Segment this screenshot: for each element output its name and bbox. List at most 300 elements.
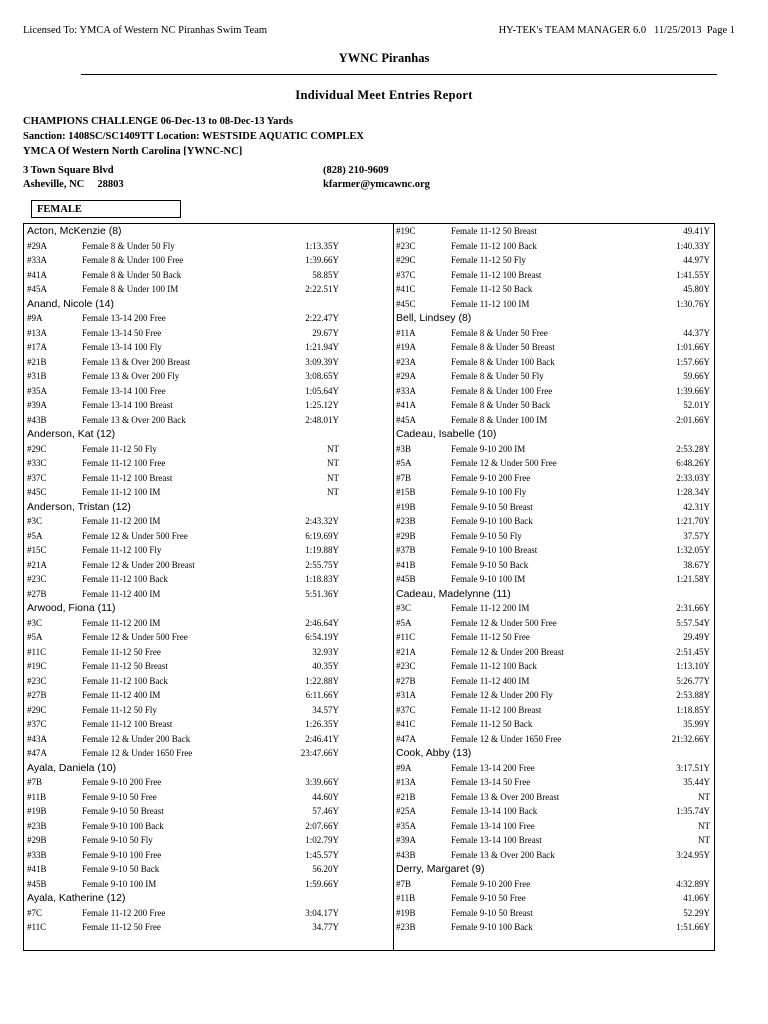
event-row: [396, 790, 710, 805]
seed-time: 1:32.05Y: [676, 545, 710, 555]
event-description: Female 12 & Under 500 Free: [82, 632, 188, 642]
event-number: #41A: [396, 400, 416, 410]
seed-time: 1:01.66Y: [676, 342, 710, 352]
event-row: [396, 253, 710, 268]
event-description: Female 11-12 100 Free: [82, 458, 166, 468]
seed-time: 3:04.17Y: [305, 907, 339, 918]
event-number: #15B: [396, 487, 416, 497]
event-number: #5A: [396, 458, 412, 468]
event-description: Female 11-12 50 Free: [82, 922, 161, 932]
event-row: [396, 848, 710, 863]
swimmer-name: Anderson, Tristan (12): [27, 500, 131, 513]
event-number: #33B: [27, 849, 47, 860]
address-line-1: 3 Town Square Blvd: [23, 165, 114, 176]
address-line-2: Asheville, NC 28803: [23, 179, 124, 190]
event-description: Female 12 & Under 200 Fly: [451, 690, 553, 700]
event-description: Female 11-12 200 Free: [82, 907, 166, 918]
event-description: Female 9-10 200 Free: [451, 472, 531, 483]
meet-line-2: Sanction: 1408SC/SC1409TT Location: WESTSIDE AQUATIC COMPLEX: [23, 131, 365, 142]
event-number: #23C: [27, 574, 47, 584]
swimmer-name: Bell, Lindsey (8): [396, 312, 472, 324]
event-number: #33A: [27, 255, 47, 265]
event-description: Female 8 & Under 50 Fly: [451, 371, 544, 381]
event-number: #9A: [27, 313, 43, 323]
event-description: Female 8 & Under 50 Fly: [82, 240, 175, 251]
seed-time: 44.37Y: [683, 327, 710, 338]
event-row: [27, 630, 339, 645]
event-row: [27, 587, 339, 602]
event-number: #45A: [27, 284, 47, 294]
event-description: Female 9-10 200 IM: [451, 443, 526, 454]
event-description: Female 12 & Under 1650 Free: [82, 748, 193, 758]
seed-time: 4:32.89Y: [676, 878, 710, 889]
seed-time: 57.46Y: [312, 806, 339, 816]
event-number: #3C: [396, 603, 412, 613]
seed-time: 40.35Y: [312, 661, 339, 671]
column-divider: [393, 224, 394, 950]
seed-time: 1:35.74Y: [676, 806, 710, 816]
event-row: [27, 369, 339, 384]
event-number: #41C: [396, 284, 416, 294]
event-number: #11A: [396, 327, 416, 338]
seed-time: 3:39.66Y: [305, 777, 339, 787]
event-number: #11B: [27, 791, 47, 802]
event-description: Female 13 & Over 200 Fly: [82, 371, 180, 381]
event-number: #43B: [27, 414, 47, 425]
event-number: #29C: [27, 704, 47, 715]
event-row: [396, 717, 710, 732]
seed-time: 2:55.75Y: [305, 559, 339, 570]
event-number: #19B: [396, 907, 416, 918]
seed-time: 1:21.70Y: [676, 516, 710, 526]
event-description: Female 8 & Under 100 Back: [451, 356, 555, 367]
event-number: #31B: [27, 371, 47, 381]
seed-time: 2:31.66Y: [676, 603, 710, 613]
event-number: #45A: [396, 414, 416, 425]
event-row: [27, 529, 339, 544]
event-description: Female 9-10 100 Breast: [451, 545, 538, 555]
event-row: [27, 819, 339, 834]
seed-time: NT: [327, 443, 339, 454]
event-row: [396, 398, 710, 413]
event-row: [396, 268, 710, 283]
event-row: [27, 616, 339, 631]
event-row: [27, 674, 339, 689]
swimmer-name: Ayala, Katherine (12): [27, 892, 126, 904]
seed-time: 1:51.66Y: [676, 922, 710, 932]
event-description: Female 13-14 100 Free: [82, 385, 166, 396]
event-description: Female 13 & Over 200 Breast: [451, 791, 560, 802]
event-number: #23B: [27, 820, 47, 831]
event-row: [396, 543, 710, 558]
seed-time: 2:46.64Y: [305, 617, 339, 628]
event-row: [396, 413, 710, 428]
event-number: #37C: [396, 704, 416, 715]
event-row: [27, 282, 339, 297]
seed-time: 1:18.85Y: [676, 704, 710, 715]
seed-time: 29.49Y: [683, 632, 710, 642]
event-description: Female 9-10 100 IM: [82, 878, 157, 889]
event-row: [27, 732, 339, 747]
event-row: [27, 746, 339, 761]
event-number: #43A: [27, 733, 47, 744]
event-row: [27, 659, 339, 674]
event-number: #29B: [396, 530, 416, 541]
swimmer-name: Cadeau, Isabelle (10): [396, 428, 497, 440]
event-row: [27, 688, 339, 703]
header-rule: [81, 74, 717, 75]
seed-time: 1:13.35Y: [305, 240, 339, 251]
event-number: #33C: [27, 458, 47, 468]
event-row: [396, 471, 710, 486]
event-row: [396, 906, 710, 921]
seed-time: 44.97Y: [683, 255, 710, 265]
gender-section-box: [31, 200, 181, 218]
event-row: [396, 485, 710, 500]
event-row: [27, 340, 339, 355]
seed-time: 1:26.35Y: [305, 719, 339, 729]
seed-time: 45.80Y: [683, 284, 710, 294]
event-description: Female 11-12 200 IM: [82, 516, 161, 526]
seed-time: 59.66Y: [683, 371, 710, 381]
event-number: #7C: [27, 907, 43, 918]
event-number: #45C: [27, 487, 47, 497]
seed-time: 6:54.19Y: [305, 632, 339, 642]
event-description: Female 11-12 100 Breast: [451, 704, 542, 715]
event-number: #23C: [396, 661, 416, 671]
event-number: #5A: [27, 530, 43, 541]
event-description: Female 13 & Over 200 Breast: [82, 356, 191, 367]
event-description: Female 11-12 50 Back: [451, 719, 533, 729]
event-number: #27B: [27, 690, 47, 700]
event-row: [396, 326, 710, 341]
event-number: #5A: [27, 632, 43, 642]
seed-time: 37.57Y: [683, 530, 710, 541]
event-description: Female 11-12 100 Back: [82, 574, 168, 584]
seed-time: 5:26.77Y: [676, 675, 710, 686]
event-number: #23C: [27, 675, 47, 686]
seed-time: 1:30.76Y: [676, 298, 710, 309]
event-row: [27, 442, 339, 457]
team-name: YWNC Piranhas: [338, 51, 430, 65]
seed-time: 5:51.36Y: [305, 588, 339, 599]
event-row: [396, 500, 710, 515]
seed-time: 1:40.33Y: [676, 240, 710, 251]
event-number: #29A: [27, 240, 47, 251]
seed-time: 2:48.01Y: [305, 414, 339, 425]
event-description: Female 8 & Under 100 IM: [82, 284, 179, 294]
event-number: #29A: [396, 371, 416, 381]
seed-time: 1:22.88Y: [305, 675, 339, 686]
event-description: Female 12 & Under 200 Breast: [82, 559, 195, 570]
event-description: Female 9-10 50 Fly: [82, 835, 153, 845]
seed-time: 6:19.69Y: [305, 530, 339, 541]
event-description: Female 11-12 50 Fly: [82, 704, 157, 715]
event-description: Female 11-12 50 Free: [82, 646, 161, 657]
event-row: [27, 833, 339, 848]
event-number: #43B: [396, 849, 416, 860]
event-row: [27, 355, 339, 370]
event-number: #3C: [27, 516, 43, 526]
event-row: [396, 833, 710, 848]
seed-time: NT: [698, 791, 710, 802]
event-description: Female 11-12 50 Back: [451, 284, 533, 294]
event-row: [27, 906, 339, 921]
event-description: Female 13-14 200 Free: [82, 313, 166, 323]
seed-time: 52.01Y: [683, 400, 710, 410]
seed-time: 2:22.51Y: [305, 284, 339, 294]
event-number: #45B: [27, 878, 47, 889]
event-description: Female 8 & Under 100 IM: [451, 414, 548, 425]
event-row: [396, 369, 710, 384]
seed-time: 29.67Y: [312, 327, 339, 338]
event-row: [396, 384, 710, 399]
event-number: #27B: [27, 588, 47, 599]
event-number: #29C: [27, 443, 47, 454]
event-number: #13A: [396, 777, 416, 787]
swimmer-name: Cadeau, Madelynne (11): [396, 587, 511, 600]
swimmer-name: Anderson, Kat (12): [27, 428, 116, 440]
event-description: Female 11-12 100 Back: [451, 661, 537, 671]
event-number: #29B: [27, 835, 47, 845]
seed-time: 21:32.66Y: [671, 733, 710, 744]
event-description: Female 12 & Under 500 Free: [451, 617, 557, 628]
event-row: [396, 819, 710, 834]
event-row: [27, 848, 339, 863]
meet-line-3: YMCA Of Western North Carolina [YWNC-NC]: [23, 146, 243, 157]
event-row: [27, 384, 339, 399]
event-number: #35A: [27, 385, 47, 396]
seed-time: 1:05.64Y: [305, 385, 339, 396]
seed-time: 1:39.66Y: [676, 385, 710, 396]
software-name: HY-TEK's TEAM MANAGER 6.0: [498, 25, 647, 36]
event-number: #27B: [396, 675, 416, 686]
event-row: [27, 920, 339, 935]
seed-time: NT: [698, 820, 710, 831]
seed-time: 1:19.88Y: [305, 545, 339, 555]
event-row: [27, 572, 339, 587]
event-description: Female 11-12 100 IM: [82, 487, 161, 497]
event-number: #9A: [396, 762, 412, 773]
event-number: #19B: [396, 501, 416, 512]
event-description: Female 12 & Under 200 Back: [82, 733, 191, 744]
event-row: [27, 645, 339, 660]
event-row: [27, 543, 339, 558]
event-row: [396, 732, 710, 747]
event-row: [396, 282, 710, 297]
seed-time: 1:21.94Y: [305, 342, 339, 352]
event-row: [27, 775, 339, 790]
seed-time: 1:02.79Y: [305, 835, 339, 845]
event-description: Female 11-12 50 Fly: [451, 255, 526, 265]
event-row: [27, 413, 339, 428]
event-number: #19B: [27, 806, 47, 816]
event-number: #23B: [396, 516, 416, 526]
event-description: Female 9-10 50 Free: [82, 791, 157, 802]
event-row: [27, 703, 339, 718]
event-row: [27, 311, 339, 326]
seed-time: 2:53.88Y: [676, 690, 710, 700]
event-number: #33A: [396, 385, 416, 396]
seed-time: 2:51.45Y: [676, 646, 710, 657]
event-description: Female 11-12 100 Breast: [82, 472, 173, 483]
event-description: Female 13-14 100 Back: [451, 806, 538, 816]
event-number: #19C: [27, 661, 47, 671]
event-row: [27, 398, 339, 413]
event-number: #7B: [396, 472, 412, 483]
event-description: Female 11-12 100 Back: [451, 240, 537, 251]
event-description: Female 11-12 50 Free: [451, 632, 530, 642]
event-number: #39A: [27, 400, 47, 410]
event-number: #7B: [396, 878, 412, 889]
seed-time: 41.06Y: [683, 893, 710, 903]
seed-time: 3:24.95Y: [676, 849, 710, 860]
event-description: Female 13 & Over 200 Back: [82, 414, 186, 425]
event-row: [396, 645, 710, 660]
event-row: [27, 326, 339, 341]
swimmer-name: Ayala, Daniela (10): [27, 761, 117, 774]
event-description: Female 11-12 100 Back: [82, 675, 168, 686]
event-description: Female 9-10 50 Fly: [451, 530, 522, 541]
event-number: #37C: [396, 269, 416, 280]
seed-time: NT: [698, 835, 710, 845]
seed-time: 1:28.34Y: [676, 487, 710, 497]
event-row: [396, 340, 710, 355]
event-number: #45C: [396, 298, 416, 309]
event-description: Female 8 & Under 50 Back: [451, 400, 551, 410]
seed-time: 35.99Y: [683, 719, 710, 729]
event-number: #41B: [27, 864, 47, 874]
event-number: #21A: [27, 559, 47, 570]
event-row: [396, 688, 710, 703]
event-number: #35A: [396, 820, 416, 831]
swimmer-name: Derry, Margaret (9): [396, 863, 485, 875]
event-number: #11C: [27, 922, 47, 932]
event-row: [396, 804, 710, 819]
seed-time: 23:47.66Y: [300, 748, 339, 758]
seed-time: 2:22.47Y: [305, 313, 339, 323]
event-number: #47A: [396, 733, 416, 744]
event-description: Female 9-10 200 Free: [451, 878, 531, 889]
seed-time: 2:46.41Y: [305, 733, 339, 744]
event-description: Female 8 & Under 100 Free: [451, 385, 553, 396]
event-description: Female 8 & Under 50 Back: [82, 269, 182, 280]
seed-time: 56.20Y: [312, 864, 339, 874]
event-number: #11B: [396, 893, 416, 903]
event-row: [396, 877, 710, 892]
event-description: Female 12 & Under 200 Breast: [451, 646, 564, 657]
seed-time: 42.31Y: [683, 501, 710, 512]
swimmer-name: Anand, Nicole (14): [27, 297, 114, 310]
event-number: #45B: [396, 574, 416, 584]
event-number: #7B: [27, 777, 43, 787]
event-row: [396, 775, 710, 790]
seed-time: 1:59.66Y: [305, 878, 339, 889]
event-number: #37C: [27, 472, 47, 483]
swimmer-name: Cook, Abby (13): [396, 747, 472, 759]
event-number: #23B: [396, 922, 416, 932]
event-description: Female 11-12 400 IM: [451, 675, 530, 686]
event-description: Female 13-14 50 Free: [451, 777, 531, 787]
event-description: Female 11-12 50 Breast: [82, 661, 168, 671]
event-description: Female 8 & Under 50 Breast: [451, 342, 555, 352]
event-row: [27, 485, 339, 500]
event-description: Female 13-14 100 Breast: [82, 400, 173, 410]
event-row: [27, 790, 339, 805]
event-description: Female 11-12 200 IM: [82, 617, 161, 628]
event-number: #41A: [27, 269, 47, 280]
event-number: #41B: [396, 559, 416, 570]
report-date: 11/25/2013: [654, 25, 702, 36]
event-number: #3B: [396, 443, 412, 454]
event-number: #23C: [396, 240, 416, 251]
event-row: [27, 239, 339, 254]
meet-line-1: CHAMPIONS CHALLENGE 06-Dec-13 to 08-Dec-13 Yards: [23, 116, 293, 127]
event-row: [27, 804, 339, 819]
event-description: Female 9-10 50 Breast: [451, 907, 533, 918]
seed-time: NT: [327, 487, 339, 497]
seed-time: 5:57.54Y: [676, 617, 710, 628]
seed-time: 38.67Y: [683, 559, 710, 570]
event-number: #21B: [396, 791, 416, 802]
event-description: Female 9-10 50 Back: [82, 864, 160, 874]
seed-time: 6:11.66Y: [305, 690, 339, 700]
event-number: #21B: [27, 356, 47, 367]
seed-time: 6:48.26Y: [676, 458, 710, 468]
event-row: [27, 456, 339, 471]
event-row: [396, 224, 710, 239]
event-number: #5A: [396, 617, 412, 628]
seed-time: 1:45.57Y: [305, 849, 339, 860]
event-description: Female 9-10 100 IM: [451, 574, 526, 584]
event-description: Female 11-12 50 Breast: [451, 226, 537, 236]
seed-time: 3:17.51Y: [676, 762, 710, 773]
event-description: Female 13-14 100 Free: [451, 820, 535, 831]
seed-time: 1:57.66Y: [676, 356, 710, 367]
event-number: #19A: [396, 342, 416, 352]
seed-time: 2:01.66Y: [676, 414, 710, 425]
event-row: [396, 529, 710, 544]
event-number: #11C: [396, 632, 416, 642]
software-info: [499, 25, 735, 36]
event-row: [27, 471, 339, 486]
seed-time: 3:08.65Y: [305, 371, 339, 381]
event-number: #11C: [27, 646, 47, 657]
license-text: Licensed To: YMCA of Western NC Piranhas Swim Team: [23, 25, 268, 36]
right-column: [396, 224, 710, 935]
event-row: [396, 920, 710, 935]
event-row: [396, 442, 710, 457]
event-row: [396, 514, 710, 529]
event-description: Female 11-12 100 Breast: [82, 719, 173, 729]
seed-time: 52.29Y: [683, 907, 710, 918]
event-number: #23A: [396, 356, 416, 367]
event-number: #31A: [396, 690, 416, 700]
event-description: Female 9-10 50 Breast: [451, 501, 533, 512]
event-description: Female 11-12 400 IM: [82, 588, 161, 599]
event-description: Female 11-12 100 Fly: [82, 545, 162, 555]
event-description: Female 11-12 100 Breast: [451, 269, 542, 280]
seed-time: NT: [327, 458, 339, 468]
event-description: Female 11-12 200 IM: [451, 603, 530, 613]
seed-time: 34.57Y: [312, 704, 339, 715]
event-description: Female 9-10 200 Free: [82, 777, 162, 787]
event-description: Female 8 & Under 100 Free: [82, 255, 184, 265]
event-row: [396, 601, 710, 616]
event-row: [27, 717, 339, 732]
event-number: #37B: [396, 545, 416, 555]
event-row: [396, 659, 710, 674]
